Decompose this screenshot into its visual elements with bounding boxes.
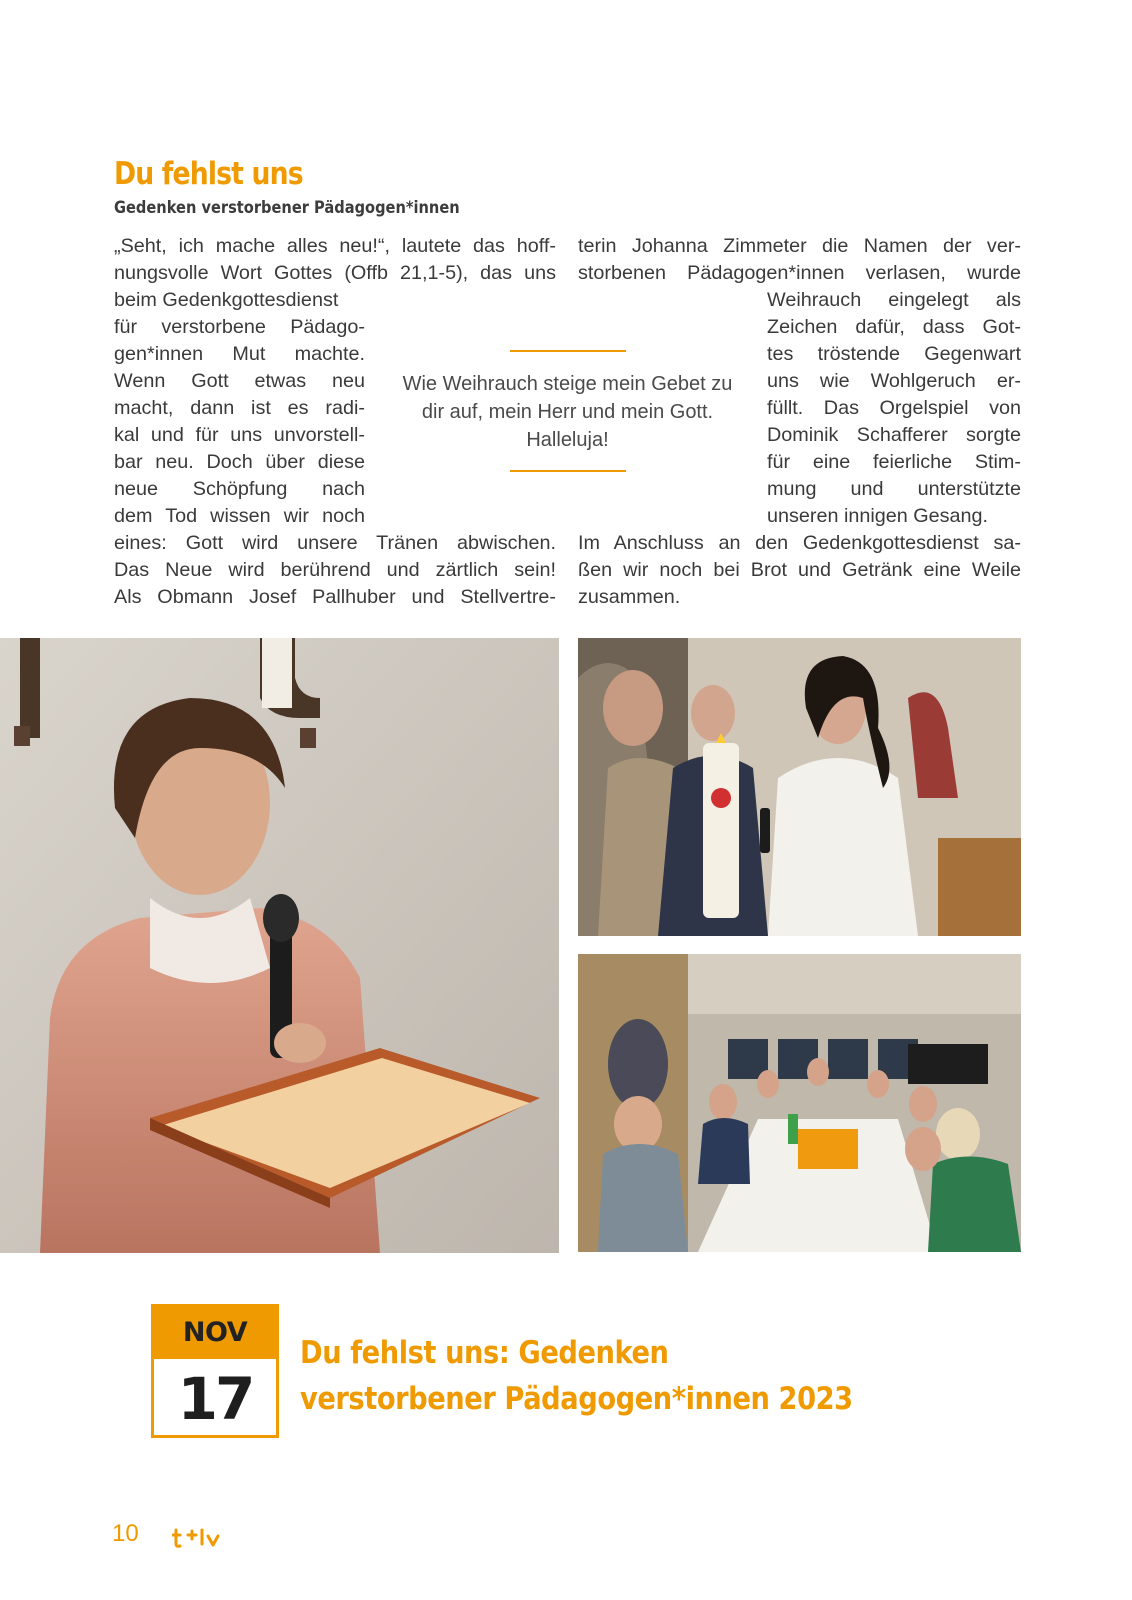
text-line: unseren innigen Gesang. [767, 505, 989, 527]
text-line: zusammen. [578, 586, 681, 608]
text-line: neue Schöpfung nach [114, 478, 365, 500]
event-month: NOV [154, 1307, 276, 1359]
text-line: storbenen Pädagogen*innen verlasen, wurde [578, 262, 1021, 284]
text-line: eines: Gott wird unsere Tränen abwischen. [114, 532, 556, 554]
text-line: Im Anschluss an den Gedenkgottesdienst sa- [578, 532, 1021, 554]
event-title-line1: Du fehlst uns: Gedenken [300, 1335, 669, 1371]
text-line: Wenn Gott etwas neu [114, 370, 365, 392]
tplv-logo [172, 1526, 222, 1550]
text-line: Zeichen dafür, dass Got- [767, 316, 1021, 338]
text-line: für eine feierliche Stim- [767, 451, 1021, 473]
text-line: beim Gedenkgottesdienst [114, 289, 339, 311]
text-line: mung und unterstützte [767, 478, 1021, 500]
text-line: Das Neue wird berührend und zärtlich sein! [114, 559, 556, 581]
text-line: ßen wir noch bei Brot und Getränk eine Weile [578, 559, 1021, 581]
event-title [300, 1330, 853, 1422]
text-line: gen*innen Mut machte. [114, 343, 365, 365]
quote-rule-bottom [510, 470, 626, 472]
text-line: kal und für uns unvorstell- [114, 424, 365, 446]
text-line: nungsvolle Wort Gottes (Offb 21,1-5), das uns [114, 262, 556, 284]
text-line: „Seht, ich mache alles neu!“, lautete das hoff- [114, 235, 556, 257]
text-line: tes tröstende Gegenwart [767, 343, 1021, 365]
text-line: Dominik Schafferer sorgte [767, 424, 1021, 446]
text-line: dem Tod wissen wir noch [114, 505, 365, 527]
text-line: bar neu. Doch über diese [114, 451, 365, 473]
text-line: macht, dann ist es radi- [114, 397, 365, 419]
event-title-line2: verstorbener Pädagogen*innen 2023 [300, 1381, 853, 1417]
article-title: Du fehlst uns [114, 156, 303, 192]
photo-reader-with-microphone [0, 638, 559, 1253]
page-number: 10 [112, 1520, 139, 1547]
pull-quote: Wie Weihrauch steige mein Gebet zu dir auf, mein Herr und mein Gott. Halleluja! [402, 373, 733, 451]
quote-rule-top [510, 350, 626, 352]
photo-group-at-table [578, 954, 1021, 1252]
text-line: füllt. Das Orgelspiel von [767, 397, 1021, 419]
text-line: Als Obmann Josef Pallhuber und Stellvertre- [114, 586, 556, 608]
event-date-badge [151, 1304, 279, 1438]
text-line: für verstorbene Pädago- [114, 316, 365, 338]
text-line: Weihrauch eingelegt als [767, 289, 1021, 311]
text-line: terin Johanna Zimmeter die Namen der ver- [578, 235, 1021, 257]
photo-candle-handover [578, 638, 1021, 936]
event-day: 17 [177, 1365, 253, 1433]
text-line: uns wie Wohlgeruch er- [767, 370, 1021, 392]
article-subtitle: Gedenken verstorbener Pädagogen*innen [114, 198, 460, 218]
